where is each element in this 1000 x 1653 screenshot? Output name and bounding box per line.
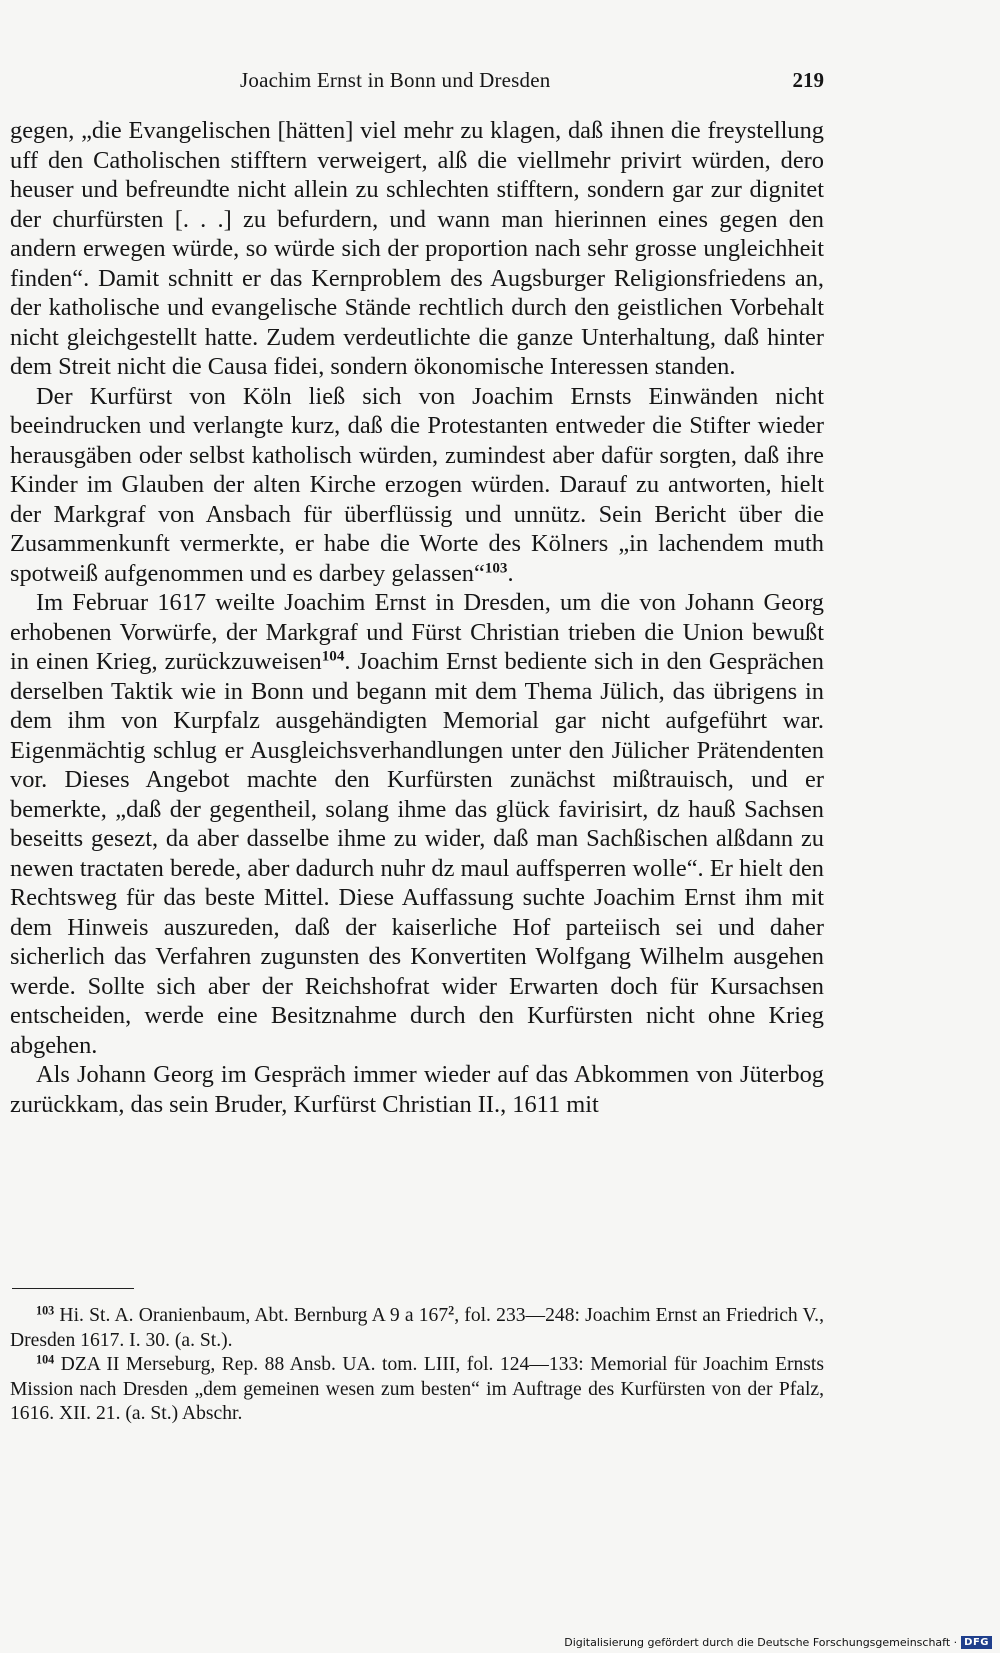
paragraph-3-text-b: . Joachim Ernst bediente sich in den Gesprächen derselben Taktik wie in Bonn und begann mit dem Thema Jülich, das übrigens in dem ihm von Kurpfalz ausgehändigten Memorial gar nicht aufgeführt war. Eigenmächtig schlug er Ausgleichsverhandlungen unter den Jülicher Prätendenten vor. Dieses Angebot machte den Kurfürsten zunächst mißtrauisch, und er bemerkte, „daß der gegentheil, solang ihme das glück favirisirt, dz hauß Sachsen beseitts gesezt, da aber dasselbe ihme zu wider, daß man Sachßischen alßdann zu newen tractaten berede, aber dadurch nuhr dz maul auffsperren wolle“. Er hielt den Rechtsweg für das beste Mittel. Diese Auffassung suchte Joachim Ernst ihm mit dem Hinweis auszureden, daß der kaiserliche Hof parteiisch sei und daher sicherlich das Verfahren zugunsten des Konvertiten Wolfgang Wilhelm ausgehen werde. Sollte sich aber der Reichshofrat wider Erwarten doch für Kursachsen entscheiden, werde eine Besitznahme durch den Kurfürsten nicht ohne Krieg abgehen. xyxy=(10,648,824,1059)
footnote-ref-103: 103 xyxy=(484,560,508,577)
running-header xyxy=(12,68,824,98)
footnote-104 xyxy=(10,1353,824,1427)
paragraph-4: Als Johann Georg im Gespräch immer wieder auf das Abkommen von Jüterbog zurückkam, das sein Bruder, Kurfürst Christian II., 1611 mit xyxy=(10,1061,824,1118)
paragraph-2-end: . xyxy=(507,559,514,587)
footnote-superscript: 2 xyxy=(448,1303,455,1318)
footnote-text-cont: , fol. 233—248: Joachim Ernst an Friedrich V., Dresden 1617. I. 30. (a. St.). xyxy=(10,1305,824,1351)
footnote-number: 104 xyxy=(36,1352,55,1367)
paragraph-2 xyxy=(10,382,824,589)
credit-text: Digitalisierung gefördert durch die Deutsche Forschungsgemeinschaft · xyxy=(564,1636,958,1649)
digitization-credit xyxy=(564,1636,992,1649)
footnote-number: 103 xyxy=(36,1303,55,1318)
paragraph-3 xyxy=(10,588,824,1060)
page-number: 219 xyxy=(792,68,824,92)
main-text xyxy=(10,116,824,1119)
footnote-divider xyxy=(12,1288,134,1289)
footnote-text: Hi. St. A. Oranienbaum, Abt. Bernburg A 9 a 167 xyxy=(54,1305,449,1326)
footnotes xyxy=(10,1304,824,1427)
dfg-logo: DFG xyxy=(961,1636,992,1649)
paragraph-2-text: Der Kurfürst von Köln ließ sich von Joachim Ernsts Einwänden nicht beeindrucken und verlangte kurz, daß die Protestanten entweder die Stifter wieder herausgäben oder selbst katholisch würden, zumindest aber dafür sorgten, daß ihre Kinder im Glauben der alten Kirche erzogen würden. Darauf zu antworten, hielt der Markgraf von Ansbach für überflüssig und unnütz. Sein Bericht über die Zusammenkunft vermerkte, er habe die Worte des Kölners „in lachendem muth spotweiß aufgenommen und es darbey gelassen“ xyxy=(10,382,824,587)
footnote-text: DZA II Merseburg, Rep. 88 Ansb. UA. tom. LIII, fol. 124—133: Memorial für Joachim Ernsts Mission nach Dresden „dem gemeinen wesen zum besten“ im Auftrage des Kurfürsten von der Pfalz, 1616. XII. 21. (a. St.) Abschr. xyxy=(10,1354,824,1424)
paragraph-1: gegen, „die Evangelischen [hätten] viel mehr zu klagen, daß ihnen die freystellung uff den Catholischen stifftern verweigert, alß die viellmehr privirt würden, dero heuser und befreundte nicht allein zu schlechten stifftern, sondern gar zur dignitet der churfürsten [. . .] zu befurdern, und wann man hierinnen eines gegen den andern erwegen würde, so würde sich der proportion nach sehr grosse ungleichheit finden“. Damit schnitt er das Kernproblem des Augsburger Religionsfriedens an, der katholische und evangelische Stände rechtlich durch den geistlichen Vorbehalt nicht gleichgestellt hatte. Zudem verdeutlichte die ganze Unterhaltung, daß hinter dem Streit nicht die Causa fidei, sondern ökonomische Interessen standen. xyxy=(10,117,824,380)
paragraph-3-text-a: Im Februar 1617 weilte Joachim Ernst in Dresden, um die von Johann Georg erhobenen Vorwürfe, der Markgraf und Fürst Christian trieben die Union bewußt in einen Krieg, zurückzuweisen xyxy=(10,589,824,675)
footnote-ref-104: 104 xyxy=(321,648,345,665)
running-title: Joachim Ernst in Bonn und Dresden xyxy=(240,68,551,92)
footnote-103 xyxy=(10,1304,824,1353)
